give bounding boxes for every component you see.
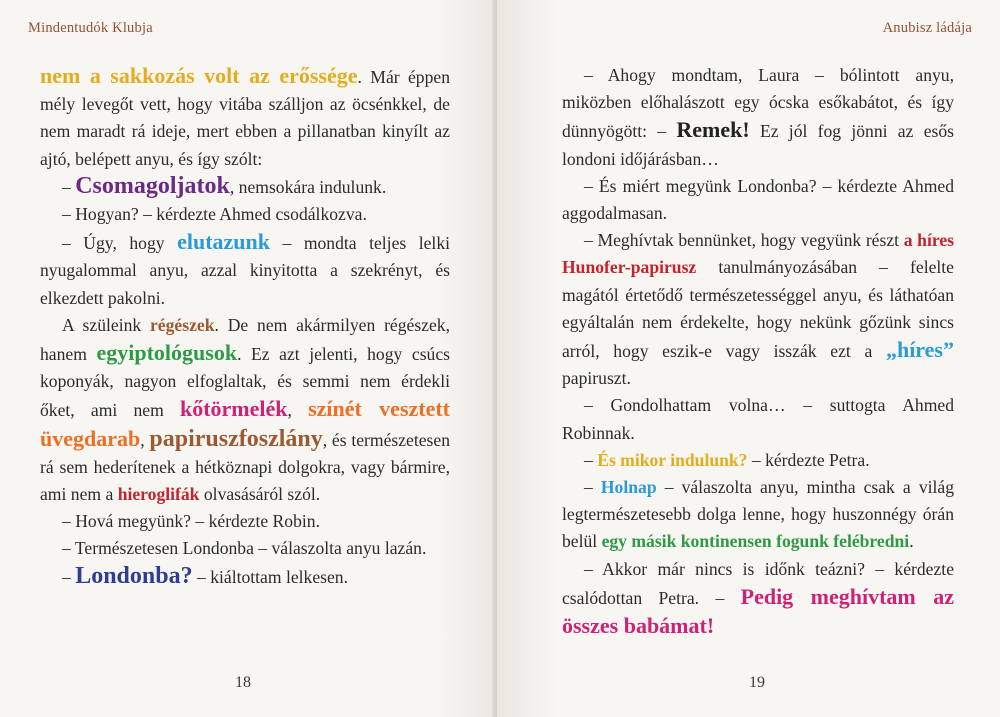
text-segment: – Természetesen Londonba – válaszolta anyu lazán. [62, 538, 427, 559]
paragraph [562, 392, 954, 446]
paragraph [40, 173, 450, 201]
highlighted-phrase: Londonba? [75, 562, 193, 589]
text-segment: – Hová megyünk? – kérdezte Robin. [62, 511, 320, 532]
highlighted-phrase: papiruszfoszlány [149, 425, 323, 452]
paragraph [562, 447, 954, 474]
paragraph [40, 563, 450, 591]
text-segment: Ez jól fog jönni az esős londoni időjárásban… [562, 121, 954, 169]
highlighted-phrase: színét vesztett üvegdarab [40, 396, 451, 451]
left-page [0, 0, 497, 717]
highlighted-phrase: régészek [150, 314, 215, 335]
paragraph [562, 474, 954, 556]
paragraph [40, 201, 450, 228]
highlighted-phrase: hieroglifák [117, 484, 200, 505]
paragraph [40, 228, 450, 312]
text-segment: olvasásáról szól. [199, 484, 321, 505]
right-page [497, 0, 1000, 717]
text-segment: – És miért megyünk Londonba? – kérdezte Ahmed aggodalmasan. [562, 175, 954, 224]
right-page-header: Anubisz ládája [882, 20, 972, 36]
text-segment: – [584, 449, 598, 470]
text-segment: . Ez azt jelenti, hogy csúcs koponyák, nagyon elfoglaltak, és semmi nem érdekli őket, ami nem [40, 344, 450, 421]
text-segment: – kérdezte Petra. [747, 449, 870, 470]
highlighted-phrase: Holnap [600, 477, 657, 498]
paragraph [40, 62, 450, 173]
text-segment: – [62, 566, 76, 587]
paragraph [562, 227, 954, 392]
text-segment: – Ahogy mondtam, Laura – bólintott anyu, miközben előhalászott egy ócska esőkabátot, és így dünnyögött: – [562, 65, 954, 142]
text-segment: – Hogyan? – kérdezte Ahmed csodálkozva. [62, 204, 367, 225]
text-segment: – [584, 477, 601, 498]
paragraph [562, 62, 954, 173]
highlighted-phrase: kőtörmelék [179, 396, 288, 422]
text-segment: . [909, 531, 914, 552]
text-segment: , [140, 429, 150, 450]
paragraph [562, 173, 954, 227]
left-page-body [40, 62, 450, 591]
left-page-header: Mindentudók Klubja [28, 20, 153, 36]
highlighted-phrase: egy másik kontinensen fogunk felébredni [601, 531, 910, 552]
left-page-number: 18 [235, 674, 251, 691]
text-segment: , [287, 400, 309, 421]
text-segment: – [62, 176, 76, 197]
highlighted-phrase: egyiptológusok [96, 340, 238, 366]
text-segment: – Gondolhattam volna… – suttogta Ahmed Robinnak. [562, 395, 954, 443]
text-segment: papiruszt. [562, 368, 631, 389]
highlighted-phrase: nem a sakkozás volt az erőssége [40, 63, 358, 88]
highlighted-phrase: Remek! [676, 117, 750, 143]
highlighted-phrase: És mikor indulunk? [597, 449, 748, 470]
text-segment: A szüleink [62, 314, 150, 335]
paragraph [562, 556, 954, 642]
paragraph [40, 312, 450, 508]
right-page-number: 19 [749, 674, 765, 691]
text-segment: – mondta teljes lelki nyugalommal anyu, azzal kinyitotta a szekrényt, és elkezdett pakolni. [40, 233, 450, 308]
text-segment: – kiáltottam lelkesen. [192, 566, 348, 587]
paragraph [40, 535, 450, 562]
highlighted-phrase: Csomagoljatok [75, 172, 230, 199]
text-segment: . Már éppen mély levegőt vett, hogy vitába szálljon az öcsénkkel, de nem maradt rá ideje, mert ebben a pillanatban kinyílt az ajtó, belépett anyu, és így szólt: [40, 67, 451, 169]
text-segment: . De nem akármilyen régészek, hanem [40, 314, 450, 365]
highlighted-phrase: a híres Hunofer-papirusz [562, 230, 955, 278]
text-segment: – válaszolta anyu, mintha csak a világ legtermészetesebb dolga lenne, hogy huszonnégy órán belül [562, 477, 954, 552]
right-page-body [562, 62, 954, 641]
highlighted-phrase: Pedig meghívtam az összes babámat! [562, 583, 954, 639]
text-segment: , és természetesen rá sem hederítenek a hétköznapi dolgokra, vagy bármire, ami nem a [40, 429, 450, 505]
text-segment: – Akkor már nincs is időnk teázni? – kérdezte csalódottan Petra. – [562, 558, 954, 608]
highlighted-phrase: elutazunk [177, 229, 270, 255]
text-segment: tanulmányozásában – felelte magától értetődő természetességgel anyu, és láthatóan egyáltalán nem érdekelte, hogy nekünk gőzünk sincs arról, hogy eszik-e vagy isszák ezt a [562, 257, 954, 362]
highlighted-phrase: „híres” [885, 337, 954, 363]
paragraph [40, 508, 450, 535]
text-segment: – Meghívtak bennünket, hogy vegyünk részt [584, 230, 904, 251]
text-segment: , nemsokára indulunk. [229, 176, 387, 197]
text-segment: – Úgy, hogy [62, 233, 178, 254]
